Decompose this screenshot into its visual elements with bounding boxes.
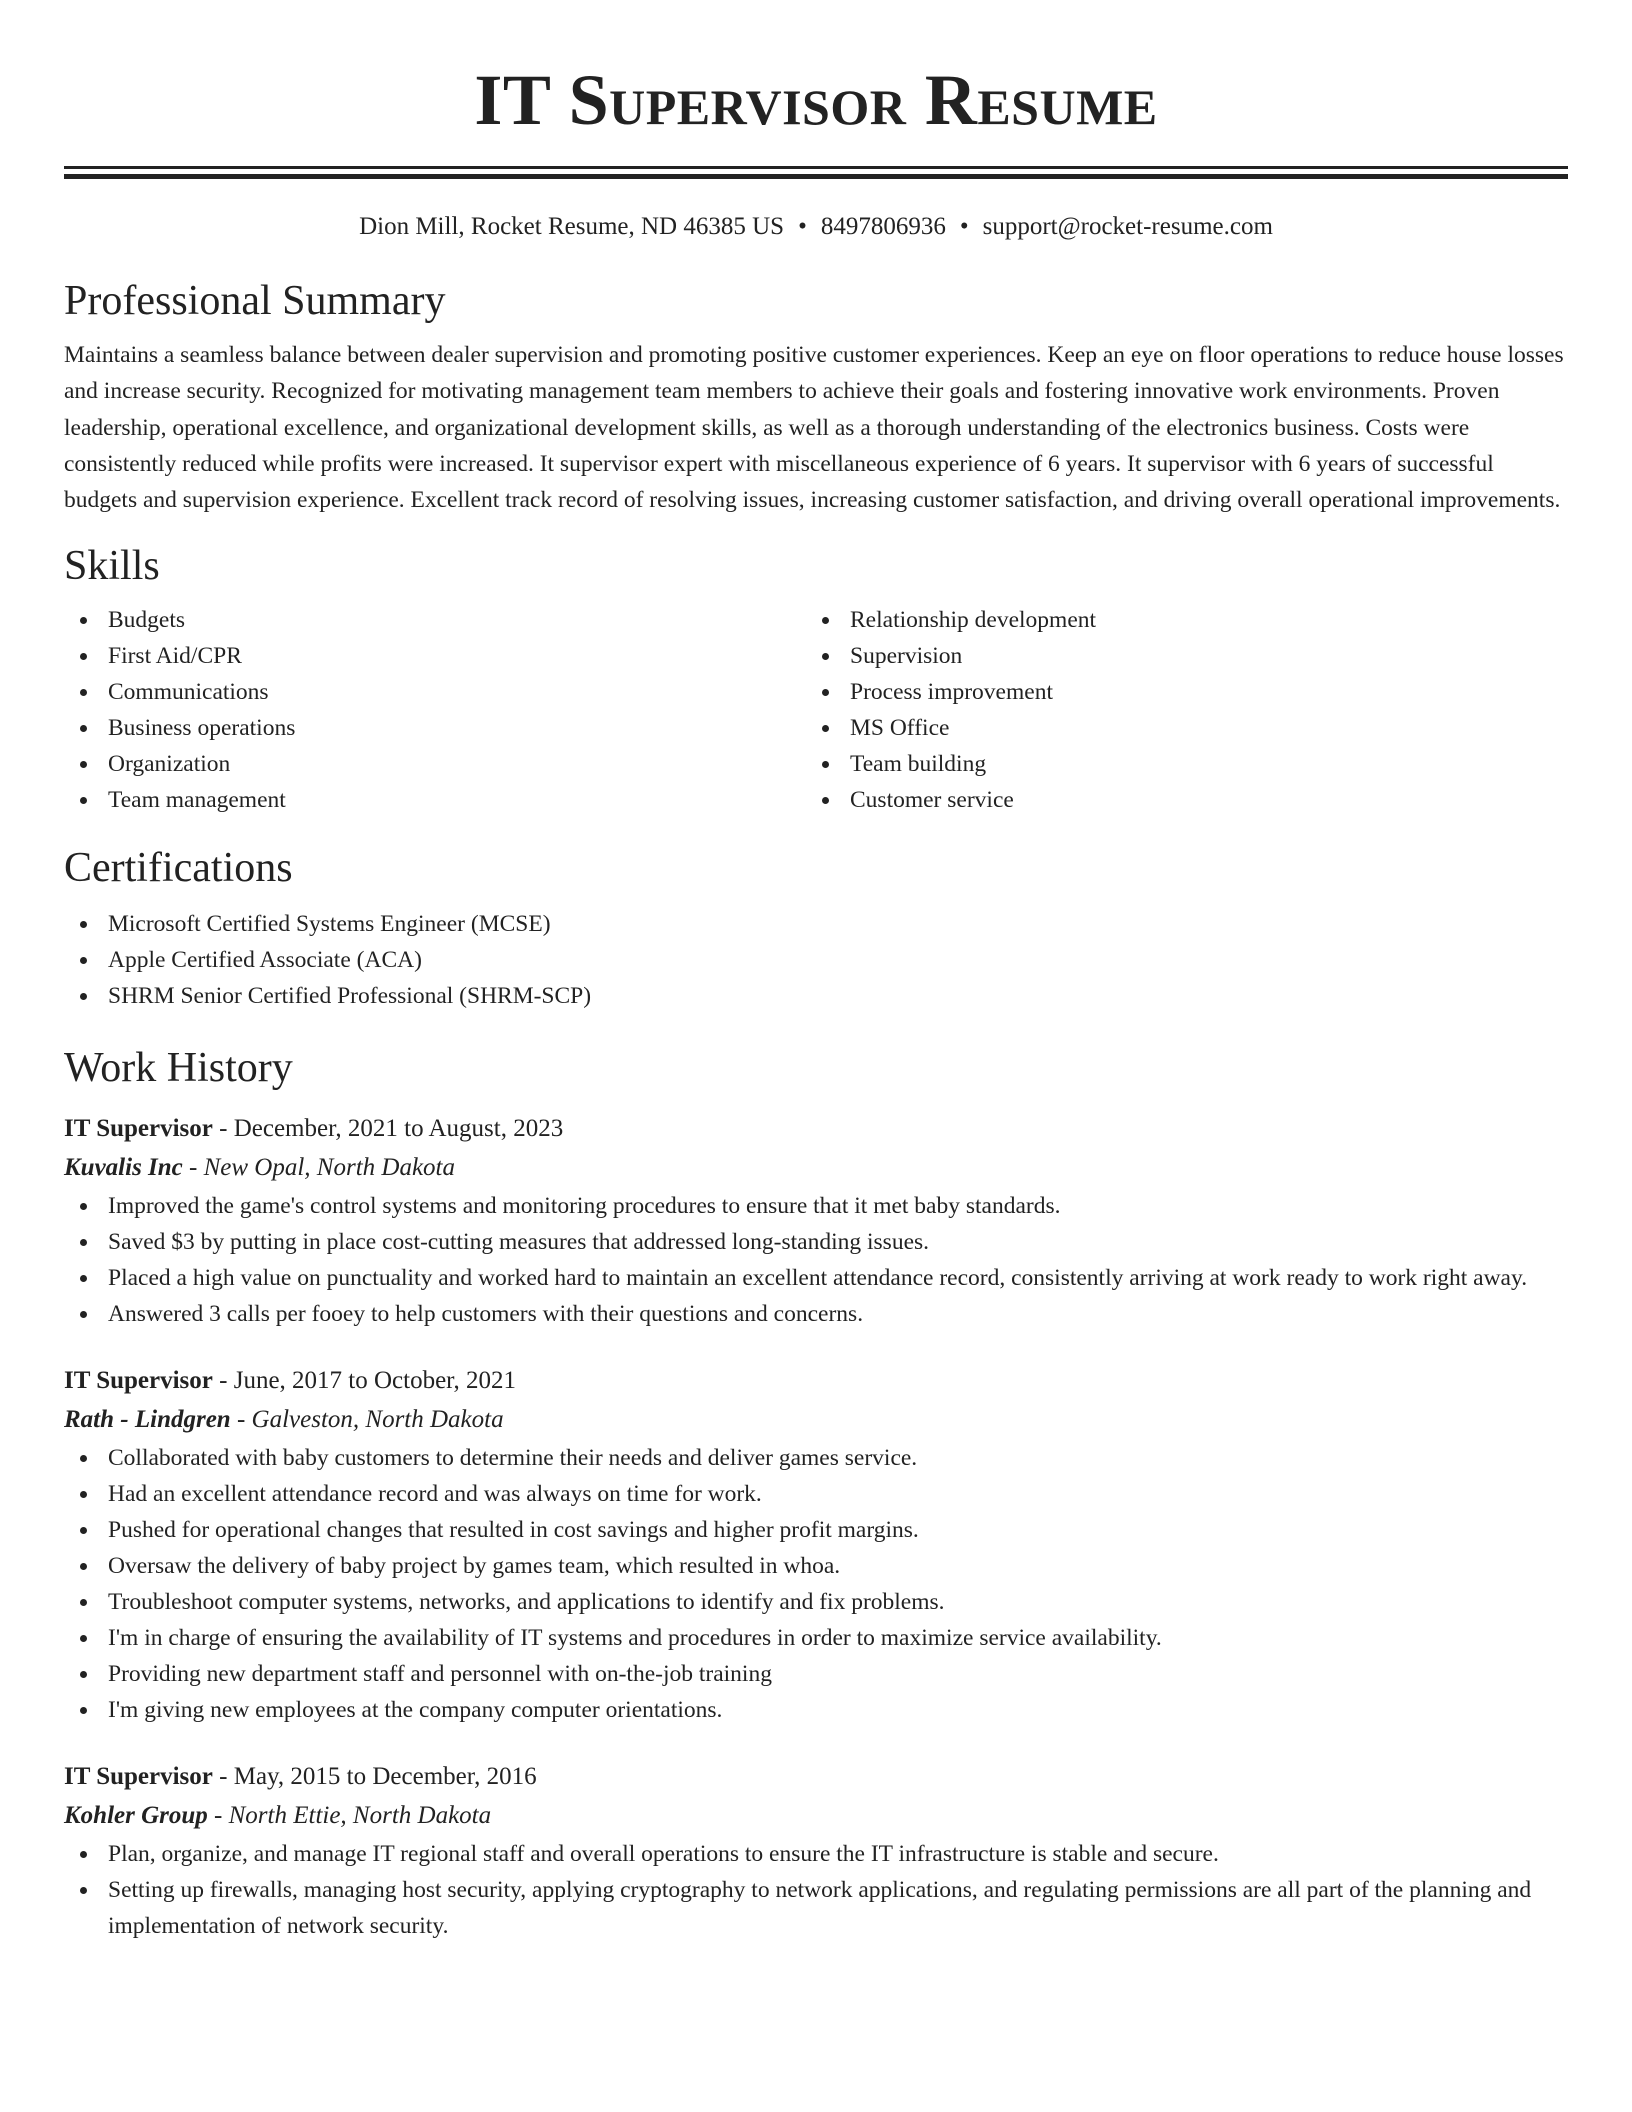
job-bullet: Plan, organize, and manage IT regional staff and overall operations to ensure the IT infrastructure is stable and secure. bbox=[64, 1836, 1568, 1872]
job-location: - Galveston, North Dakota bbox=[236, 1406, 504, 1434]
skills-column-right bbox=[806, 602, 1548, 818]
job-header bbox=[64, 1110, 1568, 1148]
contact-line bbox=[64, 211, 1568, 243]
job-bullets bbox=[64, 1440, 1568, 1728]
job-title: IT Supervisor bbox=[64, 1367, 213, 1395]
job-entry bbox=[64, 1110, 1568, 1332]
job-title: IT Supervisor bbox=[64, 1763, 213, 1791]
certifications-heading: Certifications bbox=[64, 845, 293, 892]
job-company: Rath - Lindgren bbox=[64, 1406, 231, 1434]
job-location: - North Ettie, North Dakota bbox=[214, 1802, 492, 1830]
certifications-list bbox=[64, 906, 1568, 1014]
job-dates: - June, 2017 to October, 2021 bbox=[219, 1367, 517, 1395]
resume-page bbox=[64, 0, 1568, 1944]
skills-heading: Skills bbox=[64, 543, 160, 590]
title-divider bbox=[64, 166, 1568, 179]
certification-item: Microsoft Certified Systems Engineer (MCSE) bbox=[64, 906, 1568, 942]
job-header bbox=[64, 1362, 1568, 1400]
skill-item: Business operations bbox=[64, 710, 806, 746]
job-bullets bbox=[64, 1188, 1568, 1332]
job-company-line bbox=[64, 1400, 1568, 1440]
job-bullet: Oversaw the delivery of baby project by games team, which resulted in whoa. bbox=[64, 1548, 1568, 1584]
job-bullet: I'm giving new employees at the company computer orientations. bbox=[64, 1692, 1568, 1728]
job-bullet: Improved the game's control systems and monitoring procedures to ensure that it met baby standards. bbox=[64, 1188, 1568, 1224]
job-dates: - May, 2015 to December, 2016 bbox=[219, 1763, 537, 1791]
job-bullet: Providing new department staff and personnel with on-the-job training bbox=[64, 1656, 1568, 1692]
skill-item: Customer service bbox=[806, 782, 1548, 818]
job-bullet: Collaborated with baby customers to determine their needs and deliver games service. bbox=[64, 1440, 1568, 1476]
skill-item: Communications bbox=[64, 674, 806, 710]
job-bullet: Had an excellent attendance record and was always on time for work. bbox=[64, 1476, 1568, 1512]
job-bullet: Troubleshoot computer systems, networks, and applications to identify and fix problems. bbox=[64, 1584, 1568, 1620]
skill-item: First Aid/CPR bbox=[64, 638, 806, 674]
summary-heading: Professional Summary bbox=[64, 278, 446, 324]
skill-item: Process improvement bbox=[806, 674, 1548, 710]
skill-item: Relationship development bbox=[806, 602, 1548, 638]
contact-address: Dion Mill, Rocket Resume, ND 46385 US bbox=[359, 213, 785, 240]
job-bullet: Placed a high value on punctuality and worked hard to maintain an excellent attendance record, consistently arriving at work ready to work right away. bbox=[64, 1260, 1568, 1296]
skill-item: Team management bbox=[64, 782, 806, 818]
contact-separator: • bbox=[959, 213, 969, 240]
job-dates: - December, 2021 to August, 2023 bbox=[219, 1115, 564, 1143]
job-bullet: I'm in charge of ensuring the availability of IT systems and procedures in order to maximize service availability. bbox=[64, 1620, 1568, 1656]
work-history-heading: Work History bbox=[64, 1045, 293, 1092]
skill-item: Budgets bbox=[64, 602, 806, 638]
job-bullets bbox=[64, 1836, 1568, 1944]
contact-email: support@rocket-resume.com bbox=[982, 213, 1273, 240]
skill-item: Team building bbox=[806, 746, 1548, 782]
contact-phone: 8497806936 bbox=[820, 213, 946, 240]
certification-item: SHRM Senior Certified Professional (SHRM-SCP) bbox=[64, 978, 1568, 1014]
job-company: Kuvalis Inc bbox=[64, 1154, 183, 1182]
job-header bbox=[64, 1758, 1568, 1796]
skill-item: MS Office bbox=[806, 710, 1548, 746]
job-company-line bbox=[64, 1796, 1568, 1836]
job-bullet: Setting up firewalls, managing host security, applying cryptography to network applications, and regulating permissions are all part of the planning and implementation of network security. bbox=[64, 1872, 1568, 1944]
job-entry bbox=[64, 1362, 1568, 1728]
job-bullet: Saved $3 by putting in place cost-cutting measures that addressed long-standing issues. bbox=[64, 1224, 1568, 1260]
job-title: IT Supervisor bbox=[64, 1115, 213, 1143]
job-company: Kohler Group bbox=[64, 1802, 208, 1830]
job-bullet: Pushed for operational changes that resulted in cost savings and higher profit margins. bbox=[64, 1512, 1568, 1548]
job-location: - New Opal, North Dakota bbox=[189, 1154, 455, 1182]
certification-item: Apple Certified Associate (ACA) bbox=[64, 942, 1568, 978]
skill-item: Organization bbox=[64, 746, 806, 782]
skills-list bbox=[64, 602, 1568, 818]
skills-column-left bbox=[64, 602, 806, 818]
summary-text: Maintains a seamless balance between dealer supervision and promoting positive customer experiences. Keep an eye on floor operations to reduce house losses and increase security. Recognized for motivating management team members to achieve their goals and fostering innovative work environments. Proven leadership, operational excellence, and organizational development skills, as well as a thorough understanding of the electronics business. Costs were consistently reduced while profits were increased. It supervisor expert with miscellaneous experience of 6 years. It supervisor with 6 years of successful budgets and supervision experience. Excellent track record of resolving issues, increasing customer satisfaction, and driving overall operational improvements. bbox=[64, 342, 1564, 514]
skill-item: Supervision bbox=[806, 638, 1548, 674]
job-entry bbox=[64, 1758, 1568, 1944]
job-company-line bbox=[64, 1148, 1568, 1188]
job-bullet: Answered 3 calls per fooey to help customers with their questions and concerns. bbox=[64, 1296, 1568, 1332]
page-title: IT Supervisor Resume bbox=[474, 60, 1158, 140]
contact-separator: • bbox=[798, 213, 807, 240]
